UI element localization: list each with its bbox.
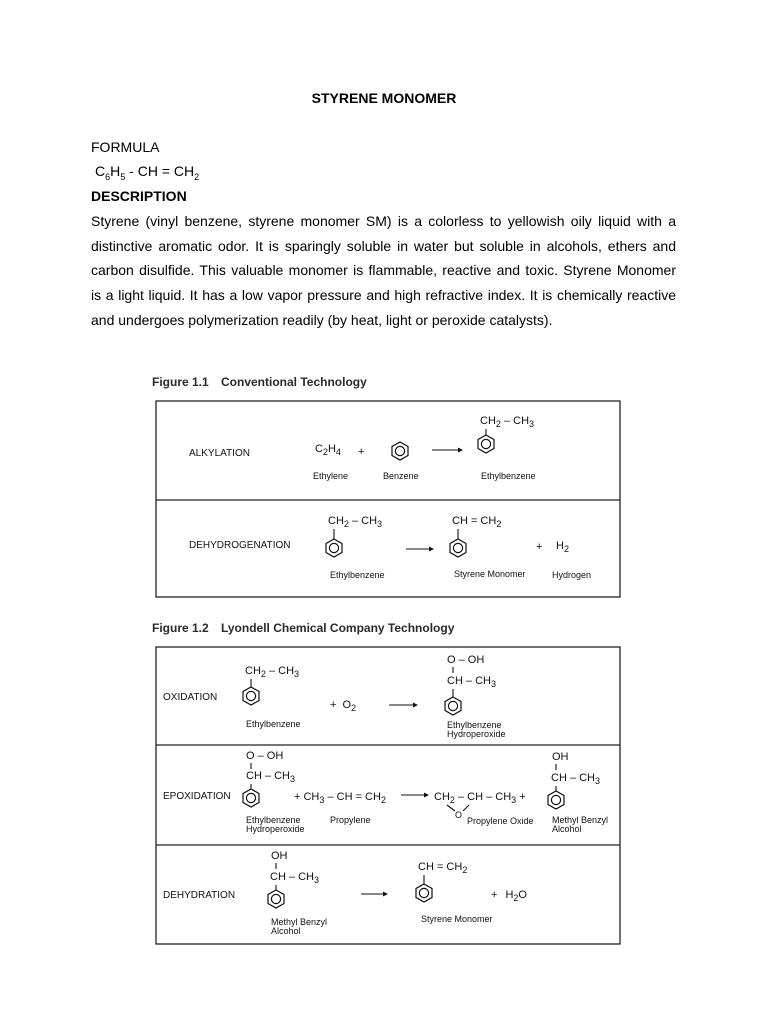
ethylbenzene-group: $CH_2 - CH_3$ [328, 515, 383, 529]
hydrogen-formula: $H_2$ [556, 540, 569, 554]
plus-sign: + [358, 446, 365, 458]
description-line: carbon disulfide. This valuable monomer is flammable, reactive and toxic. Styrene Monomer [91, 262, 676, 279]
benzene-ring-icon [450, 539, 466, 557]
hydroperoxide-name: Ethylbenzene [246, 815, 301, 825]
figure-1-table [156, 401, 620, 597]
plus-sign: + [536, 541, 543, 553]
alcohol-mid: CH – $CH_3$ [551, 772, 601, 786]
styrene-group: CH = $CH_2$ [452, 515, 502, 529]
propylene-oxide-name: Propylene Oxide [467, 816, 534, 826]
alcohol-mid: CH – $CH_3$ [270, 871, 320, 885]
figure-2-caption: Figure 1.2 Lyondell Chemical Company Technology [152, 621, 455, 635]
alcohol-name: Alcohol [271, 926, 301, 936]
benzene-name: Benzene [383, 471, 419, 481]
benzene-ring-icon [243, 687, 259, 705]
benzene-ring-icon [326, 539, 342, 557]
benzene-ring-icon [243, 789, 259, 807]
description-line: Styrene (vinyl benzene, styrene monomer SM) is a colorless to yellowish oily liquid with a [91, 213, 676, 229]
benzene-ring-icon [268, 890, 284, 908]
hydroperoxide-top: O – OH [246, 750, 284, 762]
hydroperoxide-name: Hydroperoxide [246, 824, 305, 834]
arrow-head [429, 547, 434, 552]
ethylbenzene-name: Ethylbenzene [246, 719, 301, 729]
oxidation-label: OXIDATION [163, 692, 218, 703]
alcohol-name: Methyl Benzyl [552, 815, 609, 825]
ethylene-formula: $C_2H_4$ [315, 443, 341, 457]
dehydration-row [163, 850, 527, 936]
hydroperoxide-top: O – OH [447, 654, 485, 666]
benzene-ring-icon [478, 435, 494, 453]
benzene-ring-icon [548, 791, 564, 809]
alcohol-top: OH [552, 751, 569, 763]
arrow-head [458, 448, 463, 453]
alcohol-top: OH [271, 850, 288, 862]
hydrogen-name: Hydrogen [552, 570, 592, 580]
benzene-ring-icon [416, 884, 432, 902]
epoxidation-label: EPOXIDATION [163, 791, 231, 802]
epoxide-oxygen: O [455, 810, 463, 820]
water-formula: + $H_2O$ [491, 889, 527, 903]
ethylene-name: Ethylene [313, 471, 349, 481]
ethylbenzene-group: $CH_2 - CH_3$ [245, 665, 300, 679]
formula-label: FORMULA [91, 139, 160, 155]
alcohol-name: Methyl Benzyl [271, 917, 328, 927]
styrene-name: Styrene Monomer [454, 569, 526, 579]
ethylbenzene-group: $CH_2 - CH_3$ [480, 415, 535, 429]
dehydration-label: DEHYDRATION [163, 890, 236, 901]
hydroperoxide-mid: CH – $CH_3$ [246, 770, 296, 784]
figure-1-caption: Figure 1.1 Conventional Technology [152, 375, 367, 389]
epoxidation-row [163, 750, 608, 834]
description-heading: DESCRIPTION [91, 188, 187, 204]
description-line: distinctive aromatic odor. It is sparingly soluble in water but soluble in alcohols, ethers and [91, 237, 676, 254]
propylene-name: Propylene [330, 815, 371, 825]
alkylation-label: ALKYLATION [189, 448, 250, 459]
styrene-name: Styrene Monomer [421, 914, 493, 924]
alkylation-row [189, 415, 536, 481]
dehydrogenation-label: DEHYDROGENATION [189, 540, 291, 551]
arrow-head [383, 892, 388, 897]
oxidation-row [163, 654, 506, 739]
benzene-ring-icon [445, 697, 461, 715]
dehydrogenation-row [189, 515, 591, 580]
ethylbenzene-name: Ethylbenzene [481, 471, 536, 481]
arrow-head [413, 703, 418, 708]
styrene-formula: $C_6H_5$ - CH = $CH_2$ [95, 163, 200, 182]
alcohol-name: Alcohol [552, 824, 582, 834]
hydroperoxide-name: Ethylbenzene [447, 720, 502, 730]
styrene-group: CH = $CH_2$ [418, 861, 468, 875]
propylene-oxide-formula: $CH_2$ – CH – $CH_3$ + [434, 791, 526, 805]
page-title: STYRENE MONOMER [311, 90, 457, 106]
hydroperoxide-mid: CH – $CH_3$ [447, 675, 497, 689]
propylene-formula: + $CH_3$ – CH = $CH_2$ [294, 791, 386, 805]
arrow-head [424, 793, 429, 798]
hydroperoxide-name: Hydroperoxide [447, 729, 506, 739]
description-line: and undergoes polymerization readily (by heat, light or peroxide catalysts). [91, 311, 553, 328]
ethylbenzene-name: Ethylbenzene [330, 570, 385, 580]
oxygen-formula: + $O_2$ [330, 699, 357, 713]
description-line: is a light liquid. It has a low vapor pressure and high refractive index. It is chemically reactive [91, 287, 676, 304]
benzene-ring-icon [392, 442, 408, 460]
